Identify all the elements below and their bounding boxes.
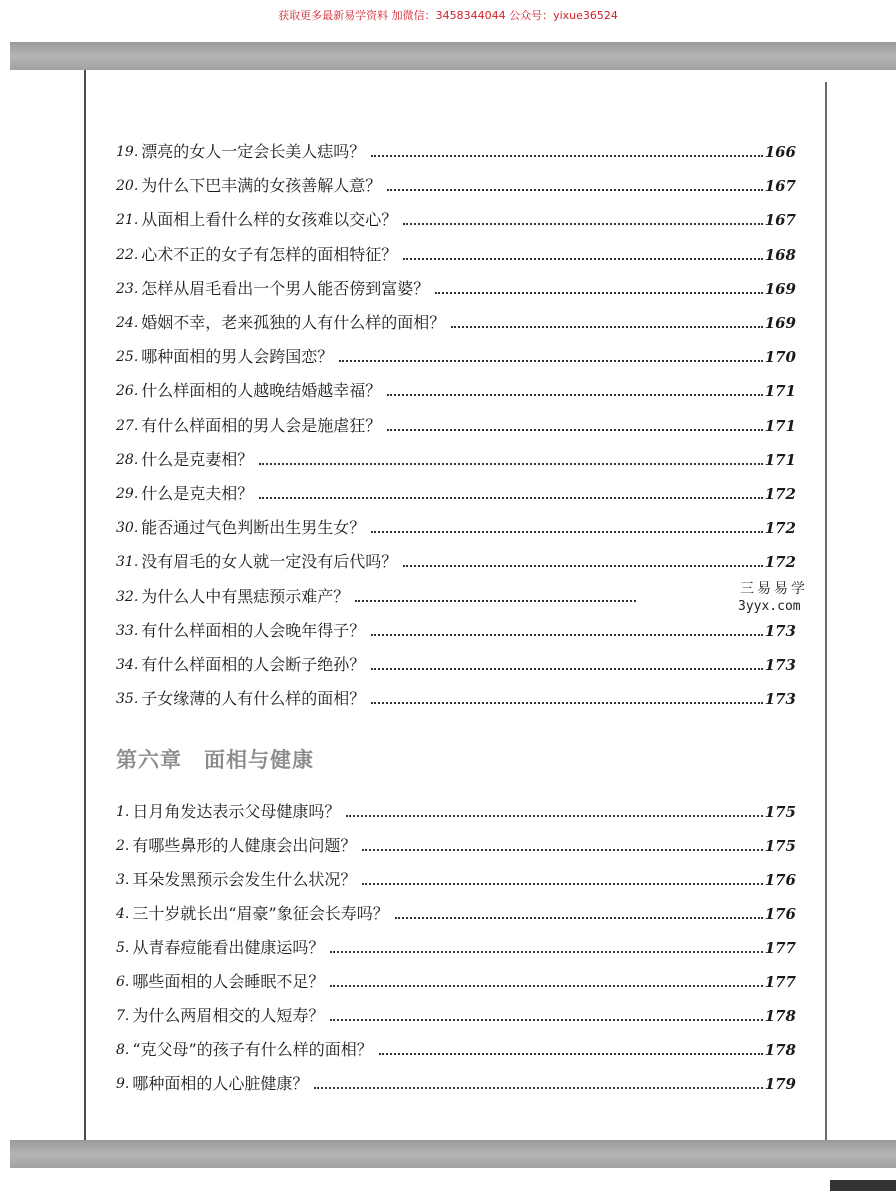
toc-entry-page: 170	[764, 348, 796, 367]
toc-entry	[116, 1001, 796, 1027]
toc-entry-title: 三十岁就长出“眉豪”象征会长寿吗？	[132, 904, 389, 923]
toc-entry-number: 6.	[116, 974, 130, 990]
toc-entry-number: 33.	[116, 622, 139, 639]
toc-entry-title: 漂亮的女人一定会长美人痣吗？	[141, 142, 366, 161]
toc-entry-number: 21.	[116, 212, 139, 229]
toc-entry-number: 20.	[116, 178, 139, 195]
toc-entry-page: 172	[764, 485, 796, 503]
toc-entry	[116, 376, 796, 402]
toc-entry	[116, 933, 796, 959]
toc-entry-page: 173	[764, 621, 796, 640]
toc-entry-number: 3.	[116, 872, 130, 888]
toc-entry-title: 有什么样面相的人会断子绝孙？	[141, 655, 366, 674]
toc-entry	[116, 205, 796, 231]
toc-entry	[116, 547, 796, 573]
toc-leader-dots	[346, 815, 762, 817]
chapter-heading	[116, 744, 314, 774]
toc-leader-dots	[371, 155, 762, 157]
toc-entry-page: 172	[764, 519, 796, 538]
toc-entry-page: 175	[764, 837, 796, 855]
toc-entry-number: 32.	[116, 588, 139, 605]
toc-entry-page: 173	[764, 656, 796, 674]
toc-entry-number: 1.	[116, 804, 130, 820]
toc-leader-dots	[330, 985, 762, 987]
toc-leader-dots	[362, 849, 762, 851]
toc-leader-dots	[362, 883, 762, 885]
toc-entry-page: 172	[764, 553, 796, 572]
toc-entry-title: 为什么人中有黑痣预示难产？	[141, 586, 350, 606]
toc-entry	[116, 240, 796, 266]
toc-entry-page: 171	[764, 416, 796, 435]
page-footer-band	[10, 1140, 896, 1168]
toc-entry-page: 171	[764, 450, 796, 469]
toc-entry-number: 22.	[116, 246, 139, 263]
toc-leader-dots	[387, 429, 762, 431]
toc-entry-title: 心术不正的女子有怎样的面相特征？	[141, 244, 398, 264]
toc-entry-title: 没有眉毛的女人就一定没有后代吗？	[141, 552, 398, 572]
toc-entry	[116, 865, 796, 891]
toc-entry	[116, 445, 796, 471]
toc-entry-page: 171	[764, 382, 796, 401]
toc-entry-title: 哪种面相的男人会跨国恋？	[141, 347, 334, 367]
toc-entry-title: 从面相上看什么样的女孩难以交心？	[141, 210, 398, 230]
toc-entry-page: 177	[764, 973, 796, 991]
toc-entry-number: 26.	[116, 383, 139, 400]
toc-leader-dots	[371, 531, 762, 533]
toc-leader-dots	[371, 634, 762, 636]
toc-entry	[116, 967, 796, 993]
page-header-band	[10, 42, 896, 70]
toc-entry-number: 4.	[116, 906, 130, 922]
toc-entry	[116, 513, 796, 539]
corner-mark	[830, 1180, 896, 1191]
toc-entry-number: 2.	[116, 838, 130, 854]
toc-entry-title: 能否通过气色判断出生男生女？	[141, 518, 366, 538]
toc-entry-title: 什么是克妻相？	[141, 449, 254, 469]
toc-leader-dots	[355, 600, 636, 602]
toc-entry-page: 178	[764, 1007, 796, 1025]
toc-entry	[116, 171, 796, 197]
watermark-banner: 获取更多最新易学资料 加微信：3458344044 公众号：yixue36524	[278, 9, 618, 22]
toc-entry-number: 5.	[116, 940, 130, 956]
toc-entry-page: 177	[764, 939, 796, 957]
toc-entry	[116, 479, 796, 505]
toc-entry-number: 23.	[116, 280, 139, 297]
toc-leader-dots	[259, 463, 762, 465]
toc-entry	[116, 411, 796, 437]
toc-entry-page: 167	[764, 177, 796, 196]
toc-leader-dots	[314, 1087, 762, 1089]
toc-entry-page: 176	[764, 871, 796, 889]
toc-leader-dots	[403, 223, 762, 225]
toc-entry-number: 27.	[116, 417, 139, 434]
toc-entry-title: 什么样面相的人越晚结婚越幸福？	[141, 381, 382, 401]
toc-entry	[116, 342, 796, 368]
toc-entry-page: 167	[764, 211, 796, 230]
toc-entry-title: 什么是克夫相？	[141, 484, 254, 503]
toc-entry-title: “克父母”的孩子有什么样的面相？	[132, 1040, 373, 1059]
toc-leader-dots	[403, 258, 762, 260]
toc-entry-page: 178	[764, 1041, 796, 1059]
toc-entry-title: 为什么两眉相交的人短寿？	[132, 1006, 325, 1025]
toc-entry-title: 为什么下巴丰满的女孩善解人意？	[141, 176, 382, 196]
toc-entry-title: 日月角发达表示父母健康吗？	[132, 802, 341, 821]
toc-entry	[116, 1069, 796, 1095]
toc-entry-page: 176	[764, 905, 796, 923]
toc-entry-page: 175	[764, 803, 796, 821]
toc-entry-page: 166	[764, 143, 796, 161]
left-margin-rule	[84, 70, 86, 1140]
toc-entry-title: 子女缘薄的人有什么样的面相？	[141, 689, 366, 709]
toc-entry	[116, 616, 796, 642]
toc-leader-dots	[330, 1019, 762, 1021]
toc-entry-title: 有什么样面相的人会晚年得子？	[141, 620, 366, 640]
toc-entry-number: 28.	[116, 451, 139, 468]
right-margin-rule	[825, 82, 827, 1140]
toc-entry-number: 30.	[116, 520, 139, 537]
toc-entry-number: 9.	[116, 1076, 130, 1092]
toc-entry-number: 31.	[116, 554, 139, 571]
toc-entry	[116, 899, 796, 925]
toc-leader-dots	[451, 326, 762, 328]
chapter-title: 面相与健康	[204, 747, 314, 772]
toc-leader-dots	[403, 565, 762, 567]
toc-entry	[116, 582, 796, 608]
toc-leader-dots	[259, 497, 762, 499]
toc-entry-number: 24.	[116, 315, 139, 331]
site-watermark-url: 3yyx.com	[738, 599, 801, 614]
toc-entry-page: 169	[764, 314, 796, 332]
toc-entry-number: 25.	[116, 349, 139, 366]
toc-entry	[116, 650, 796, 676]
toc-leader-dots	[371, 668, 762, 670]
site-watermark-name: 三易易学	[738, 578, 810, 598]
toc-entry	[116, 137, 796, 163]
toc-entry-title: 从青春痘能看出健康运吗？	[132, 938, 325, 957]
toc-entry	[116, 684, 796, 710]
toc-entry-page: 179	[764, 1075, 796, 1093]
toc-entry-page: 168	[764, 245, 796, 264]
toc-entry-number: 34.	[116, 657, 139, 673]
toc-leader-dots	[330, 951, 762, 953]
toc-entry-title: 哪种面相的人心脏健康？	[132, 1074, 309, 1093]
toc-entry-title: 怎样从眉毛看出一个男人能否傍到富婆？	[141, 278, 430, 298]
toc-leader-dots	[435, 292, 762, 294]
toc-entry	[116, 797, 796, 823]
toc-entry	[116, 274, 796, 300]
chapter-number: 第六章	[116, 747, 182, 772]
toc-entry	[116, 308, 796, 334]
toc-leader-dots	[387, 189, 762, 191]
toc-entry-title: 婚姻不幸，老来孤独的人有什么样的面相？	[141, 313, 446, 332]
toc-entry-number: 35.	[116, 691, 139, 708]
toc-leader-dots	[379, 1053, 763, 1055]
toc-leader-dots	[387, 394, 762, 396]
toc-entry-title: 哪些面相的人会睡眠不足？	[132, 972, 325, 991]
toc-entry	[116, 1035, 796, 1061]
toc-entry-title: 有哪些鼻形的人健康会出问题？	[132, 836, 357, 855]
toc-entry-number: 29.	[116, 486, 139, 502]
toc-entry-number: 7.	[116, 1008, 130, 1024]
toc-entry-title: 耳朵发黑预示会发生什么状况？	[132, 870, 357, 889]
toc-entry-page: 173	[764, 690, 796, 709]
toc-leader-dots	[371, 702, 762, 704]
toc-entry-number: 8.	[116, 1042, 130, 1058]
toc-leader-dots	[395, 917, 763, 919]
toc-entry	[116, 831, 796, 857]
toc-entry-title: 有什么样面相的男人会是施虐狂？	[141, 415, 382, 435]
toc-leader-dots	[339, 360, 762, 362]
toc-entry-page: 169	[764, 279, 796, 298]
toc-entry-number: 19.	[116, 144, 139, 160]
